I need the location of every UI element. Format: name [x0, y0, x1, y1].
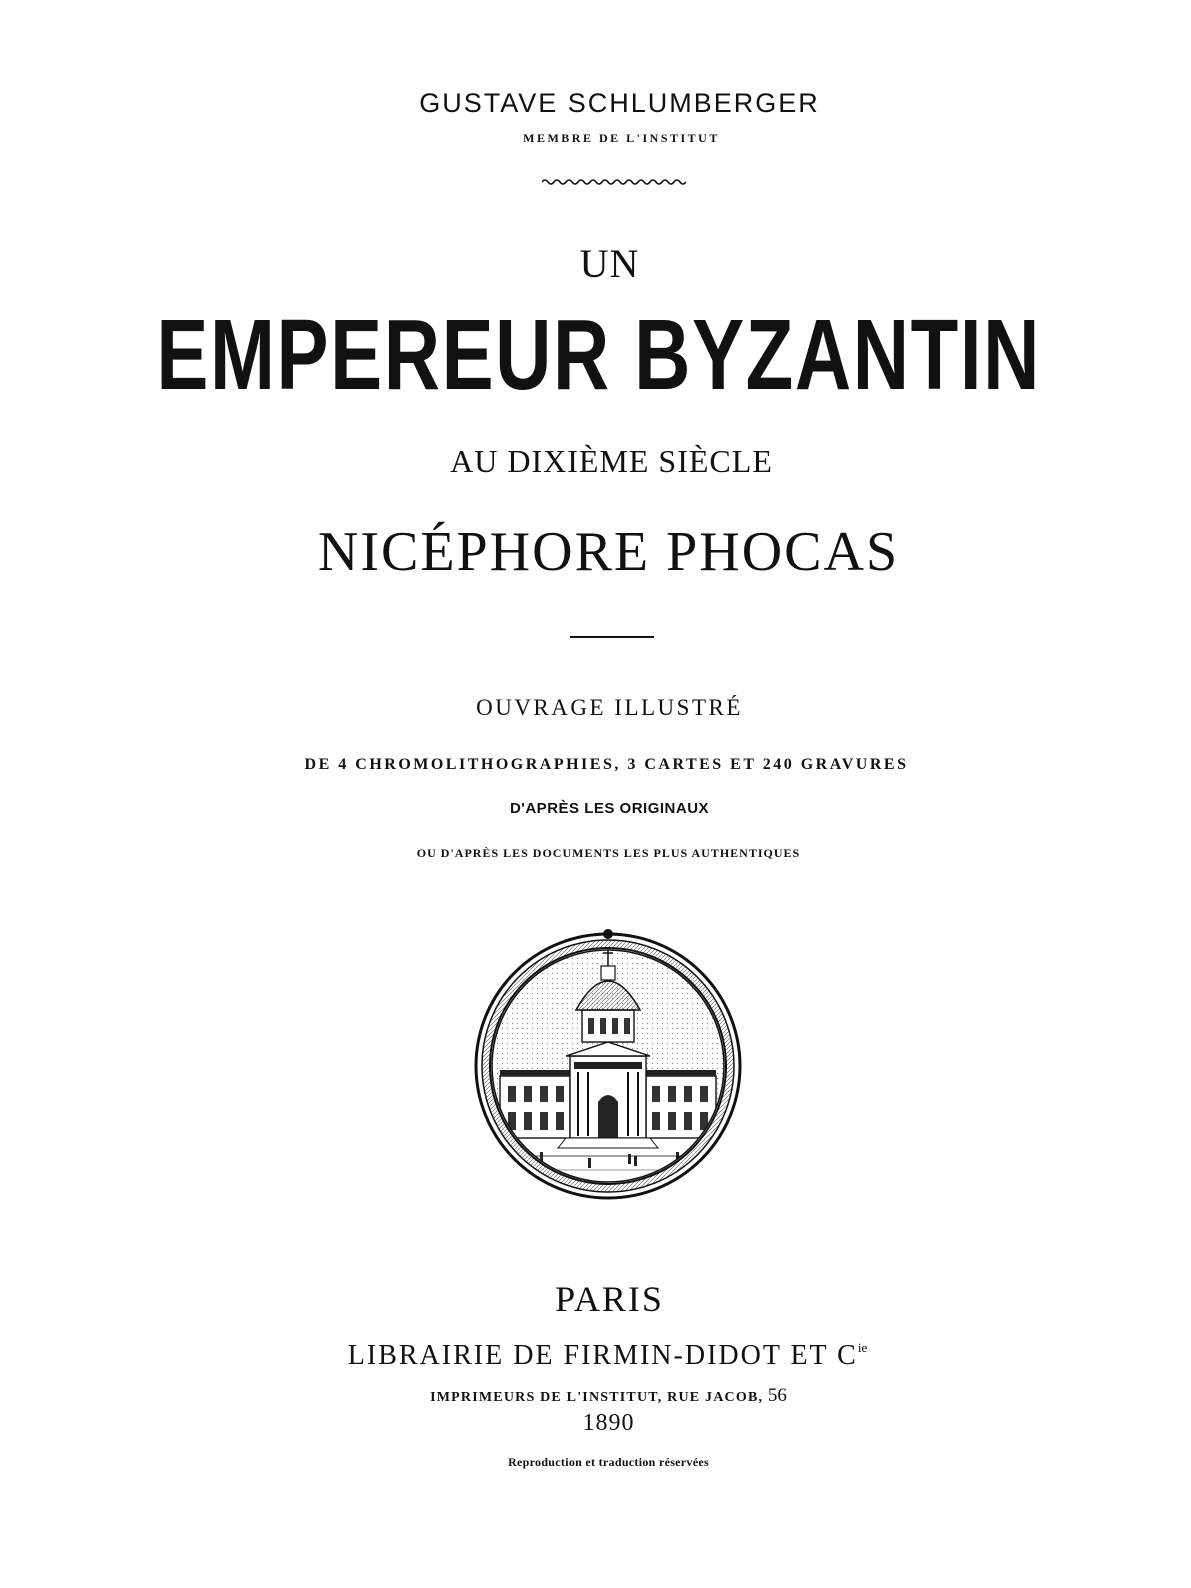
publisher-suffix: ie	[857, 1340, 868, 1355]
title-article: UN	[579, 241, 640, 286]
address-number: 56	[767, 1385, 787, 1406]
institut-de-france-medallion-icon	[470, 926, 746, 1202]
author-name: GUSTAVE SCHLUMBERGER	[419, 88, 820, 118]
illustrations-heading: OUVRAGE ILLUSTRÉ	[476, 695, 743, 720]
wavy-ornament	[542, 178, 686, 186]
imprint-city: PARIS	[555, 1279, 664, 1319]
main-title: EMPEREUR BYZANTIN	[156, 299, 1041, 411]
imprint-address	[0, 1385, 1191, 1407]
author-affiliation: MEMBRE DE L'INSTITUT	[523, 131, 720, 145]
imprint-year: 1890	[582, 1410, 635, 1436]
imprint-publisher	[0, 1340, 1191, 1372]
title-divider	[570, 636, 654, 638]
illustrations-sources: D'APRÈS LES ORIGINAUX	[509, 800, 710, 817]
title-period: AU DIXIÈME SIÈCLE	[450, 443, 773, 479]
publisher-name: LIBRAIRIE DE FIRMIN-DIDOT ET C	[347, 1340, 858, 1371]
rights-notice: Reproduction et traduction réservées	[508, 1455, 709, 1469]
title-subject: NICÉPHORE PHOCAS	[317, 521, 900, 583]
illustrations-detail: DE 4 CHROMOLITHOGRAPHIES, 3 CARTES ET 240 GRAVURES	[304, 756, 909, 773]
address-text: IMPRIMEURS DE L'INSTITUT, RUE JACOB,	[430, 1390, 764, 1405]
illustrations-documents: OU D'APRÈS LES DOCUMENTS LES PLUS AUTHENTIQUES	[416, 846, 801, 860]
